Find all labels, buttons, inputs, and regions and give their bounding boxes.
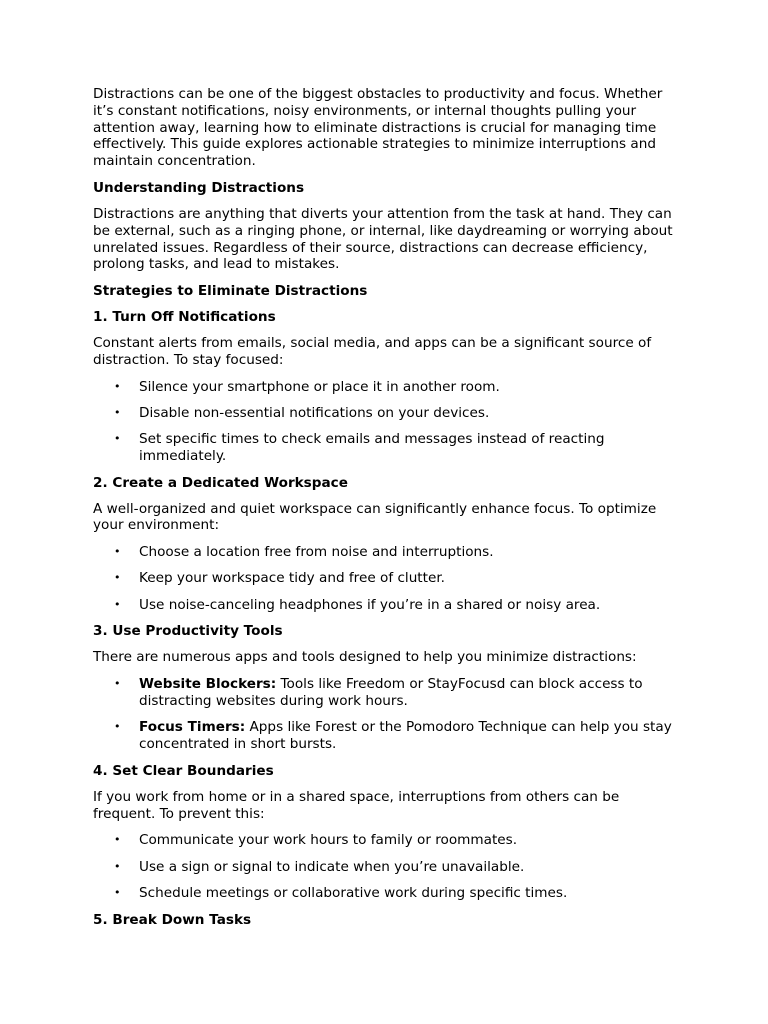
list-item-text: Keep your workspace tidy and free of clutter. (139, 570, 445, 587)
list-item (93, 379, 683, 396)
section-3-list (93, 676, 683, 753)
list-item-text: Use a sign or signal to indicate when you’re unavailable. (139, 858, 525, 875)
list-item-text: Use noise-canceling headphones if you’re in a shared or noisy area. (139, 596, 601, 613)
list-item (93, 832, 683, 849)
understanding-heading: Understanding Distractions (93, 179, 305, 196)
list-item (93, 676, 683, 710)
bullet-icon: • (114, 597, 121, 611)
list-item-text: Set specific times to check emails and messages instead of reacting immediately. (139, 431, 605, 464)
bullet-icon: • (114, 545, 121, 559)
section-4-list (93, 832, 683, 901)
intro-paragraph: Distractions can be one of the biggest obstacles to productivity and focus. Whether it’s constant notifications, noisy environments, or internal thoughts pulling your attention away, learning how to eliminate distractions is crucial for managing time effectively. This guide explores actionable strategies to minimize interruptions and maintain concentration. (93, 86, 663, 170)
bullet-icon: • (114, 405, 121, 419)
list-item (93, 431, 683, 465)
section-3-heading: 3. Use Productivity Tools (93, 623, 283, 640)
list-item (93, 597, 683, 614)
bullet-icon: • (114, 885, 121, 899)
bullet-icon: • (114, 720, 121, 734)
list-item-text: Silence your smartphone or place it in another room. (139, 378, 500, 395)
bullet-icon: • (114, 571, 121, 585)
list-item-label: Website Blockers: (139, 676, 277, 693)
list-item-text: Choose a location free from noise and interruptions. (139, 544, 494, 561)
list-item-text: Tools like Freedom or StayFocusd can block access to distracting websites during work hours. (139, 676, 643, 710)
list-item (93, 544, 683, 561)
list-item-text: Schedule meetings or collaborative work during specific times. (139, 884, 568, 901)
section-5-heading: 5. Break Down Tasks (93, 911, 252, 928)
list-item-text: Disable non-essential notifications on your devices. (139, 404, 490, 421)
bullet-icon: • (114, 379, 121, 393)
bullet-icon: • (114, 677, 121, 691)
list-item (93, 859, 683, 876)
section-2-list (93, 544, 683, 613)
list-item-label: Focus Timers: (139, 719, 246, 736)
section-1-intro: Constant alerts from emails, social media, and apps can be a significant source of distraction. To stay focused: (93, 335, 652, 368)
bullet-icon: • (114, 833, 121, 847)
section-1-list (93, 379, 683, 465)
bullet-icon: • (114, 859, 121, 873)
understanding-paragraph: Distractions are anything that diverts your attention from the task at hand. They can be external, such as a ringing phone, or internal, like daydreaming or worrying about unrelated issues. Regardless of their source, distractions can decrease efficiency, prolong tasks, and lead to mistakes. (93, 205, 673, 273)
strategies-heading: Strategies to Eliminate Distractions (93, 283, 368, 300)
section-4-heading: 4. Set Clear Boundaries (93, 762, 274, 779)
section-2-intro: A well-organized and quiet workspace can significantly enhance focus. To optimize your environment: (93, 500, 657, 534)
list-item-text: Communicate your work hours to family or roommates. (139, 832, 518, 849)
list-item (93, 570, 683, 587)
document-page (93, 86, 683, 938)
list-item-text: Apps like Forest or the Pomodoro Technique can help you stay concentrated in short bursts. (139, 719, 672, 752)
list-item (93, 885, 683, 902)
list-item (93, 405, 683, 422)
bullet-icon: • (114, 432, 121, 446)
section-3-intro: There are numerous apps and tools designed to help you minimize distractions: (93, 649, 637, 666)
list-item (93, 719, 683, 753)
section-4-intro: If you work from home or in a shared space, interruptions from others can be frequent. To prevent this: (93, 788, 620, 822)
section-1-heading: 1. Turn Off Notifications (93, 309, 276, 326)
section-2-heading: 2. Create a Dedicated Workspace (93, 474, 348, 491)
